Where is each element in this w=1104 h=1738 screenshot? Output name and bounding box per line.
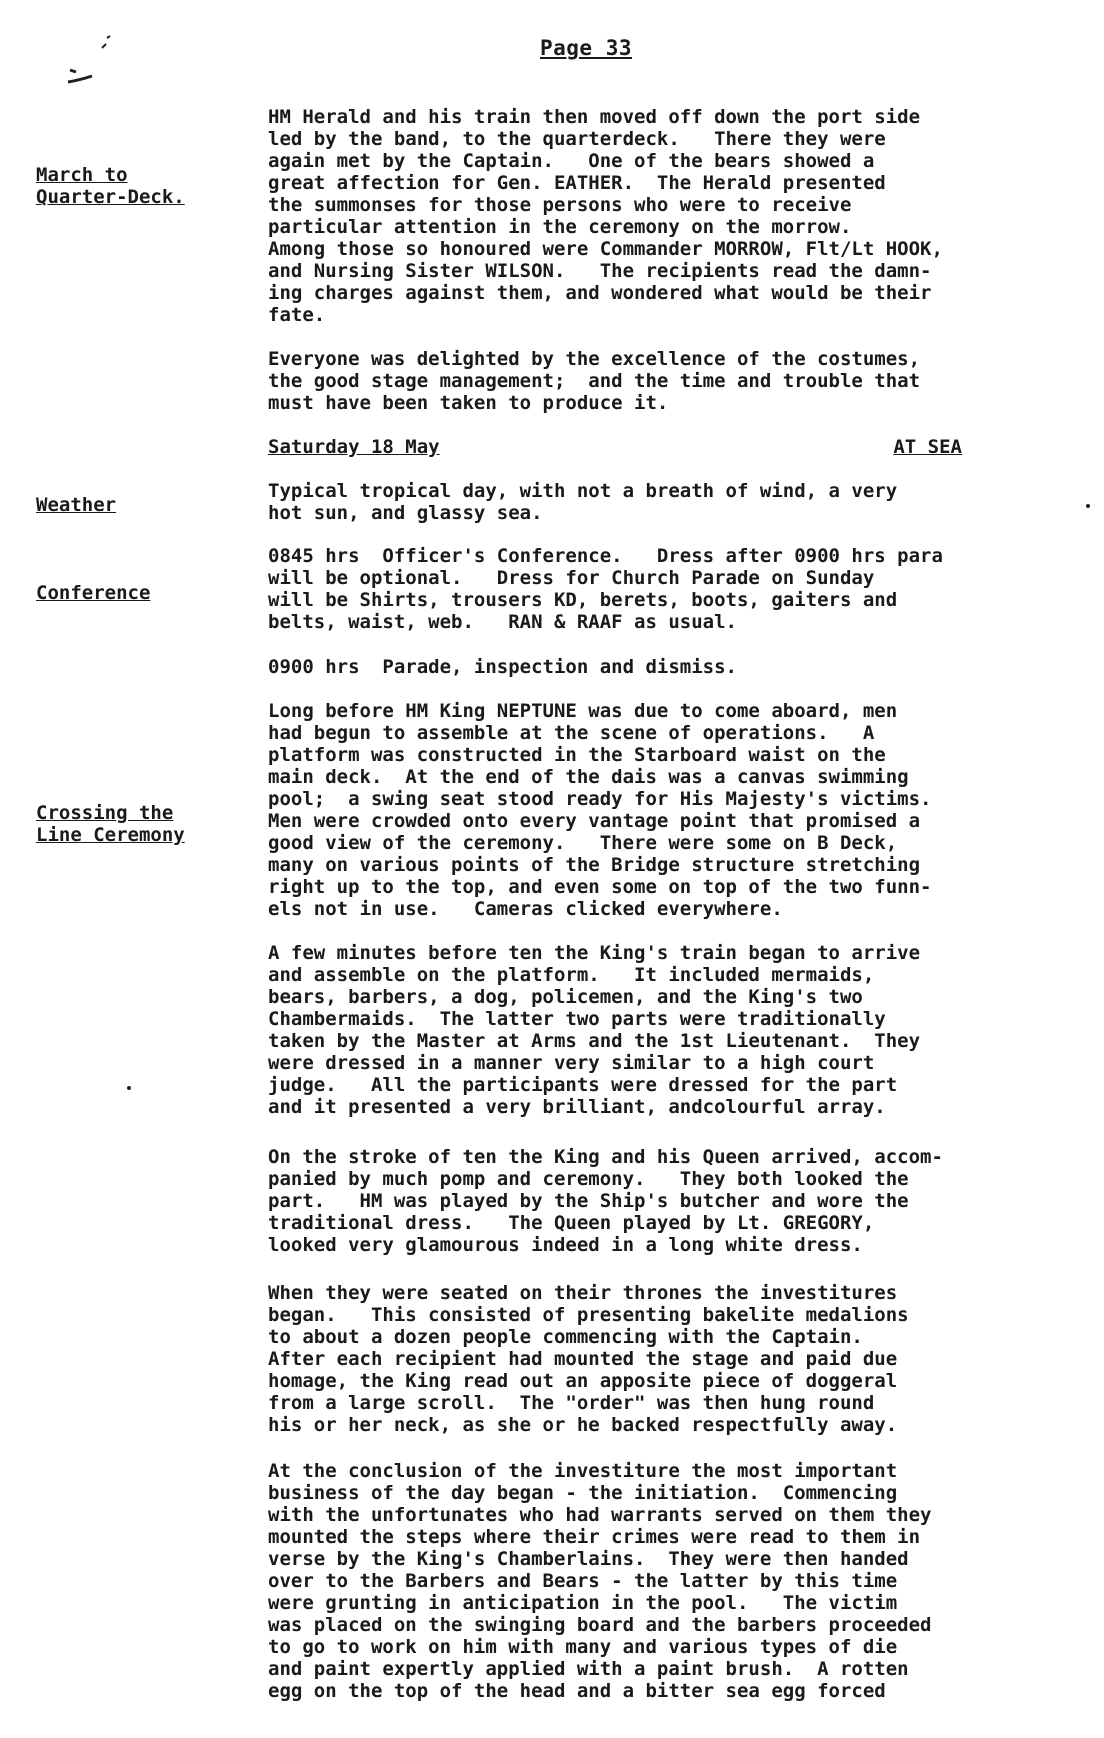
paragraph-parade [268, 656, 1068, 678]
text-line: judge. All the participants were dressed for the part [268, 1074, 898, 1096]
text-line: his or her neck, as she or he backed respectfully away. [268, 1414, 898, 1436]
text-line: bears, barbers, a dog, policemen, and the King's two [268, 986, 863, 1008]
text-line: verse by the King's Chamberlains. They were then handed [268, 1548, 909, 1570]
side-heading-conference: Conference [36, 582, 151, 604]
entry-location: AT SEA [893, 436, 962, 458]
text-line: egg on the top of the head and a bitter sea egg forced [268, 1680, 886, 1702]
stray-mark [127, 1086, 131, 1090]
text-line: Typical tropical day, with not a breath of wind, a very [268, 480, 898, 502]
text-line: panied by much pomp and ceremony. They both looked the [268, 1168, 909, 1190]
text-line: main deck. At the end of the dais was a canvas swimming [268, 766, 909, 788]
paragraph-costumes [268, 348, 1068, 414]
text-line: 0845 hrs Officer's Conference. Dress after 0900 hrs para [268, 545, 943, 567]
text-line: great affection for Gen. EATHER. The Herald presented [268, 172, 886, 194]
text-line: the good stage management; and the time and trouble that [268, 370, 921, 392]
text-line: were grunting in anticipation in the pool. The victim [268, 1592, 898, 1614]
page-number: Page 33 [540, 36, 633, 60]
text-line: homage, the King read out an apposite piece of doggeral [268, 1370, 898, 1392]
text-line: At the conclusion of the investiture the most important [268, 1460, 898, 1482]
text-line: platform was constructed in the Starboard waist on the [268, 744, 886, 766]
text-line: Everyone was delighted by the excellence of the costumes, [268, 348, 921, 370]
text-line: Men were crowded onto every vantage point that promised a [268, 810, 921, 832]
side-heading-march: March to Quarter-Deck. [36, 164, 185, 208]
text-line: A few minutes before ten the King's train began to arrive [268, 942, 921, 964]
text-line: On the stroke of ten the King and his Queen arrived, accom- [268, 1146, 943, 1168]
paragraph-neptune [268, 700, 1068, 920]
text-line: will be Shirts, trousers KD, berets, boots, gaiters and [268, 589, 898, 611]
text-line: were dressed in a manner very similar to a high court [268, 1052, 875, 1074]
text-line: After each recipient had mounted the stage and paid due [268, 1348, 898, 1370]
text-line: 0900 hrs Parade, inspection and dismiss. [268, 656, 737, 678]
text-line: part. HM was played by the Ship's butcher and wore the [268, 1190, 909, 1212]
text-line: ing charges against them, and wondered what would be their [268, 282, 932, 304]
side-heading-weather: Weather [36, 494, 117, 516]
text-line: looked very glamourous indeed in a long white dress. [268, 1234, 863, 1256]
text-line: right up to the top, and even some on top of the two funn- [268, 876, 932, 898]
text-line: Among those so honoured were Commander MORROW, Flt/Lt HOOK, [268, 238, 943, 260]
paragraph-investitures [268, 1282, 1068, 1436]
entry-date: Saturday 18 May [268, 436, 440, 458]
text-line: HM Herald and his train then moved off down the port side [268, 106, 921, 128]
text-line: was placed on the swinging board and the barbers proceeded [268, 1614, 932, 1636]
pen-mark-icon [62, 30, 142, 90]
text-line: began. This consisted of presenting bakelite medalions [268, 1304, 909, 1326]
text-line: had begun to assemble at the scene of operations. A [268, 722, 875, 744]
text-line: from a large scroll. The "order" was then hung round [268, 1392, 875, 1414]
text-line: els not in use. Cameras clicked everywhere. [268, 898, 783, 920]
text-line: over to the Barbers and Bears - the latter by this time [268, 1570, 898, 1592]
paragraph-weather [268, 480, 1068, 524]
date-row [268, 436, 962, 458]
paragraph-kings-train [268, 942, 1068, 1118]
text-line: Chambermaids. The latter two parts were traditionally [268, 1008, 886, 1030]
text-line: belts, waist, web. RAN & RAAF as usual. [268, 611, 737, 633]
text-line: and assemble on the platform. It included mermaids, [268, 964, 875, 986]
text-line: with the unfortunates who had warrants served on them they [268, 1504, 932, 1526]
text-line: led by the band, to the quarterdeck. There they were [268, 128, 886, 150]
text-line: and it presented a very brilliant, andcolourful array. [268, 1096, 886, 1118]
text-line: and paint expertly applied with a paint brush. A rotten [268, 1658, 909, 1680]
paragraph-king-queen [268, 1146, 1068, 1256]
text-line: the summonses for those persons who were to receive [268, 194, 852, 216]
text-line: must have been taken to produce it. [268, 392, 669, 414]
text-line: mounted the steps where their crimes were read to them in [268, 1526, 921, 1548]
text-line: to about a dozen people commencing with the Captain. [268, 1326, 863, 1348]
text-line: will be optional. Dress for Church Parade on Sunday [268, 567, 875, 589]
text-line: particular attention in the ceremony on the morrow. [268, 216, 852, 238]
text-line: hot sun, and glassy sea. [268, 502, 543, 524]
paragraph-conference [268, 545, 1068, 633]
text-line: again met by the Captain. One of the bears showed a [268, 150, 875, 172]
text-line: When they were seated on their thrones the investitures [268, 1282, 898, 1304]
text-line: traditional dress. The Queen played by Lt. GREGORY, [268, 1212, 875, 1234]
text-line: pool; a swing seat stood ready for His Majesty's victims. [268, 788, 932, 810]
text-line: many on various points of the Bridge structure stretching [268, 854, 921, 876]
text-line: good view of the ceremony. There were some on B Deck, [268, 832, 898, 854]
stray-mark [1086, 504, 1090, 508]
text-line: to go to work on him with many and various types of die [268, 1636, 898, 1658]
side-heading-crossing: Crossing the Line Ceremony [36, 802, 185, 846]
paragraph-herald [268, 106, 1068, 326]
text-line: Long before HM King NEPTUNE was due to come aboard, men [268, 700, 898, 722]
text-line: fate. [268, 304, 326, 326]
text-line: business of the day began - the initiation. Commencing [268, 1482, 898, 1504]
text-line: taken by the Master at Arms and the 1st Lieutenant. They [268, 1030, 921, 1052]
paragraph-initiation [268, 1460, 1068, 1702]
text-line: and Nursing Sister WILSON. The recipients read the damn- [268, 260, 932, 282]
